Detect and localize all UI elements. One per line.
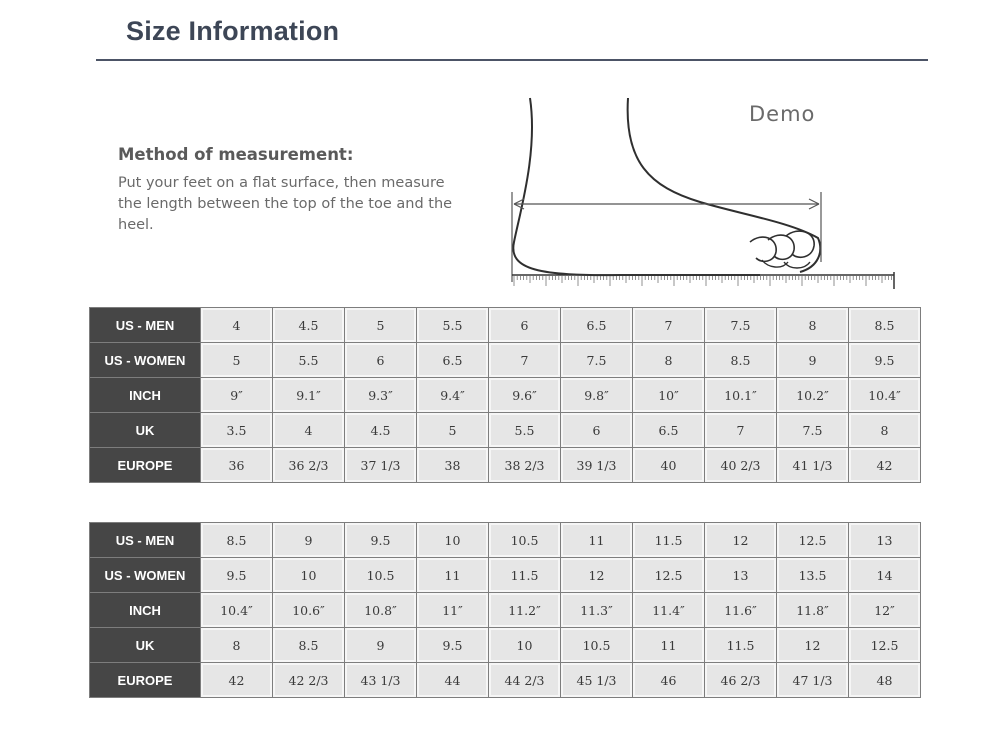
- size-cell: 10.6″: [273, 593, 345, 628]
- size-cell: 8: [849, 413, 921, 448]
- size-cell: 9.1″: [273, 378, 345, 413]
- size-cell: 42: [201, 663, 273, 698]
- size-cell: 3.5: [201, 413, 273, 448]
- table-row: [90, 378, 921, 413]
- size-cell: 12: [777, 628, 849, 663]
- size-cell: 5: [417, 413, 489, 448]
- row-label: US - MEN: [90, 308, 201, 343]
- size-cell: 9.6″: [489, 378, 561, 413]
- size-cell: 9.4″: [417, 378, 489, 413]
- table-row: [90, 628, 921, 663]
- size-cell: 5.5: [489, 413, 561, 448]
- size-cell: 9.5: [345, 523, 417, 558]
- size-cell: 4: [201, 308, 273, 343]
- size-cell: 42: [849, 448, 921, 483]
- table-row: [90, 343, 921, 378]
- size-cell: 10.4″: [849, 378, 921, 413]
- size-cell: 10.5: [489, 523, 561, 558]
- size-cell: 8: [777, 308, 849, 343]
- size-cell: 8.5: [705, 343, 777, 378]
- size-cell: 8: [633, 343, 705, 378]
- size-cell: 42 2/3: [273, 663, 345, 698]
- size-cell: 6: [345, 343, 417, 378]
- size-cell: 7.5: [705, 308, 777, 343]
- page-title: Size Information: [126, 16, 340, 46]
- size-cell: 39 1/3: [561, 448, 633, 483]
- size-cell: 40: [633, 448, 705, 483]
- size-cell: 37 1/3: [345, 448, 417, 483]
- size-table-1: [89, 307, 921, 483]
- size-cell: 9″: [201, 378, 273, 413]
- row-label: EUROPE: [90, 448, 201, 483]
- size-cell: 4: [273, 413, 345, 448]
- size-cell: 12: [561, 558, 633, 593]
- size-cell: 10: [489, 628, 561, 663]
- size-cell: 43 1/3: [345, 663, 417, 698]
- size-cell: 5: [201, 343, 273, 378]
- size-cell: 5.5: [417, 308, 489, 343]
- size-cell: 38 2/3: [489, 448, 561, 483]
- foot-measurement-illustration: [500, 92, 900, 292]
- row-label: UK: [90, 628, 201, 663]
- size-cell: 11: [561, 523, 633, 558]
- foot-outline: [513, 98, 760, 275]
- size-cell: 9.8″: [561, 378, 633, 413]
- row-label: UK: [90, 413, 201, 448]
- size-cell: 10.5: [345, 558, 417, 593]
- size-table-2: [89, 522, 921, 698]
- size-cell: 9: [777, 343, 849, 378]
- size-cell: 7: [633, 308, 705, 343]
- size-cell: 4.5: [345, 413, 417, 448]
- size-cell: 44 2/3: [489, 663, 561, 698]
- demo-label: Demo: [749, 102, 816, 126]
- size-cell: 6: [561, 413, 633, 448]
- size-cell: 5: [345, 308, 417, 343]
- row-label: US - MEN: [90, 523, 201, 558]
- size-cell: 38: [417, 448, 489, 483]
- size-cell: 7: [705, 413, 777, 448]
- size-cell: 4.5: [273, 308, 345, 343]
- size-cell: 10.5: [561, 628, 633, 663]
- size-cell: 44: [417, 663, 489, 698]
- size-cell: 11.2″: [489, 593, 561, 628]
- size-cell: 10.4″: [201, 593, 273, 628]
- size-cell: 36 2/3: [273, 448, 345, 483]
- size-cell: 11.5: [705, 628, 777, 663]
- size-cell: 9.5: [417, 628, 489, 663]
- size-cell: 13: [705, 558, 777, 593]
- size-cell: 7: [489, 343, 561, 378]
- table-row: [90, 308, 921, 343]
- size-cell: 6: [489, 308, 561, 343]
- size-cell: 8.5: [201, 523, 273, 558]
- row-label: US - WOMEN: [90, 343, 201, 378]
- size-cell: 7.5: [777, 413, 849, 448]
- table-row: [90, 448, 921, 483]
- size-cell: 13.5: [777, 558, 849, 593]
- size-cell: 12.5: [849, 628, 921, 663]
- size-cell: 6.5: [561, 308, 633, 343]
- size-cell: 9: [345, 628, 417, 663]
- size-cell: 10.2″: [777, 378, 849, 413]
- size-cell: 11.4″: [633, 593, 705, 628]
- toe-2: [768, 235, 794, 259]
- size-cell: 6.5: [633, 413, 705, 448]
- row-label: US - WOMEN: [90, 558, 201, 593]
- size-cell: 10: [417, 523, 489, 558]
- size-cell: 10: [273, 558, 345, 593]
- ruler-ticks: [514, 276, 892, 286]
- toe-1: [750, 237, 776, 261]
- table-row: [90, 558, 921, 593]
- size-cell: 11.8″: [777, 593, 849, 628]
- size-cell: 41 1/3: [777, 448, 849, 483]
- size-cell: 8: [201, 628, 273, 663]
- size-cell: 36: [201, 448, 273, 483]
- size-cell: 8.5: [849, 308, 921, 343]
- table-row: [90, 593, 921, 628]
- toe-3: [786, 231, 814, 257]
- size-cell: 48: [849, 663, 921, 698]
- size-cell: 9.5: [201, 558, 273, 593]
- size-cell: 11″: [417, 593, 489, 628]
- size-cell: 47 1/3: [777, 663, 849, 698]
- table-row: [90, 663, 921, 698]
- size-cell: 13: [849, 523, 921, 558]
- size-cell: 12″: [849, 593, 921, 628]
- size-cell: 11.5: [633, 523, 705, 558]
- row-label: INCH: [90, 378, 201, 413]
- method-heading: Method of measurement:: [118, 145, 354, 164]
- foot-top-outline: [628, 98, 821, 272]
- size-cell: 9.3″: [345, 378, 417, 413]
- size-cell: 6.5: [417, 343, 489, 378]
- title-divider: [96, 59, 928, 61]
- row-label: INCH: [90, 593, 201, 628]
- size-cell: 10″: [633, 378, 705, 413]
- size-cell: 40 2/3: [705, 448, 777, 483]
- size-cell: 10.8″: [345, 593, 417, 628]
- size-cell: 9.5: [849, 343, 921, 378]
- size-cell: 11: [417, 558, 489, 593]
- size-cell: 7.5: [561, 343, 633, 378]
- row-label: EUROPE: [90, 663, 201, 698]
- size-cell: 46: [633, 663, 705, 698]
- size-cell: 12.5: [777, 523, 849, 558]
- size-cell: 46 2/3: [705, 663, 777, 698]
- size-cell: 45 1/3: [561, 663, 633, 698]
- table-row: [90, 523, 921, 558]
- size-cell: 11: [633, 628, 705, 663]
- size-cell: 11.5: [489, 558, 561, 593]
- size-cell: 9: [273, 523, 345, 558]
- method-text: Put your feet on a flat surface, then measure the length between the top of the toe and the heel.: [118, 175, 453, 233]
- size-cell: 5.5: [273, 343, 345, 378]
- size-cell: 14: [849, 558, 921, 593]
- table-row: [90, 413, 921, 448]
- size-cell: 11.6″: [705, 593, 777, 628]
- size-cell: 12: [705, 523, 777, 558]
- size-cell: 12.5: [633, 558, 705, 593]
- size-cell: 8.5: [273, 628, 345, 663]
- size-cell: 11.3″: [561, 593, 633, 628]
- size-cell: 10.1″: [705, 378, 777, 413]
